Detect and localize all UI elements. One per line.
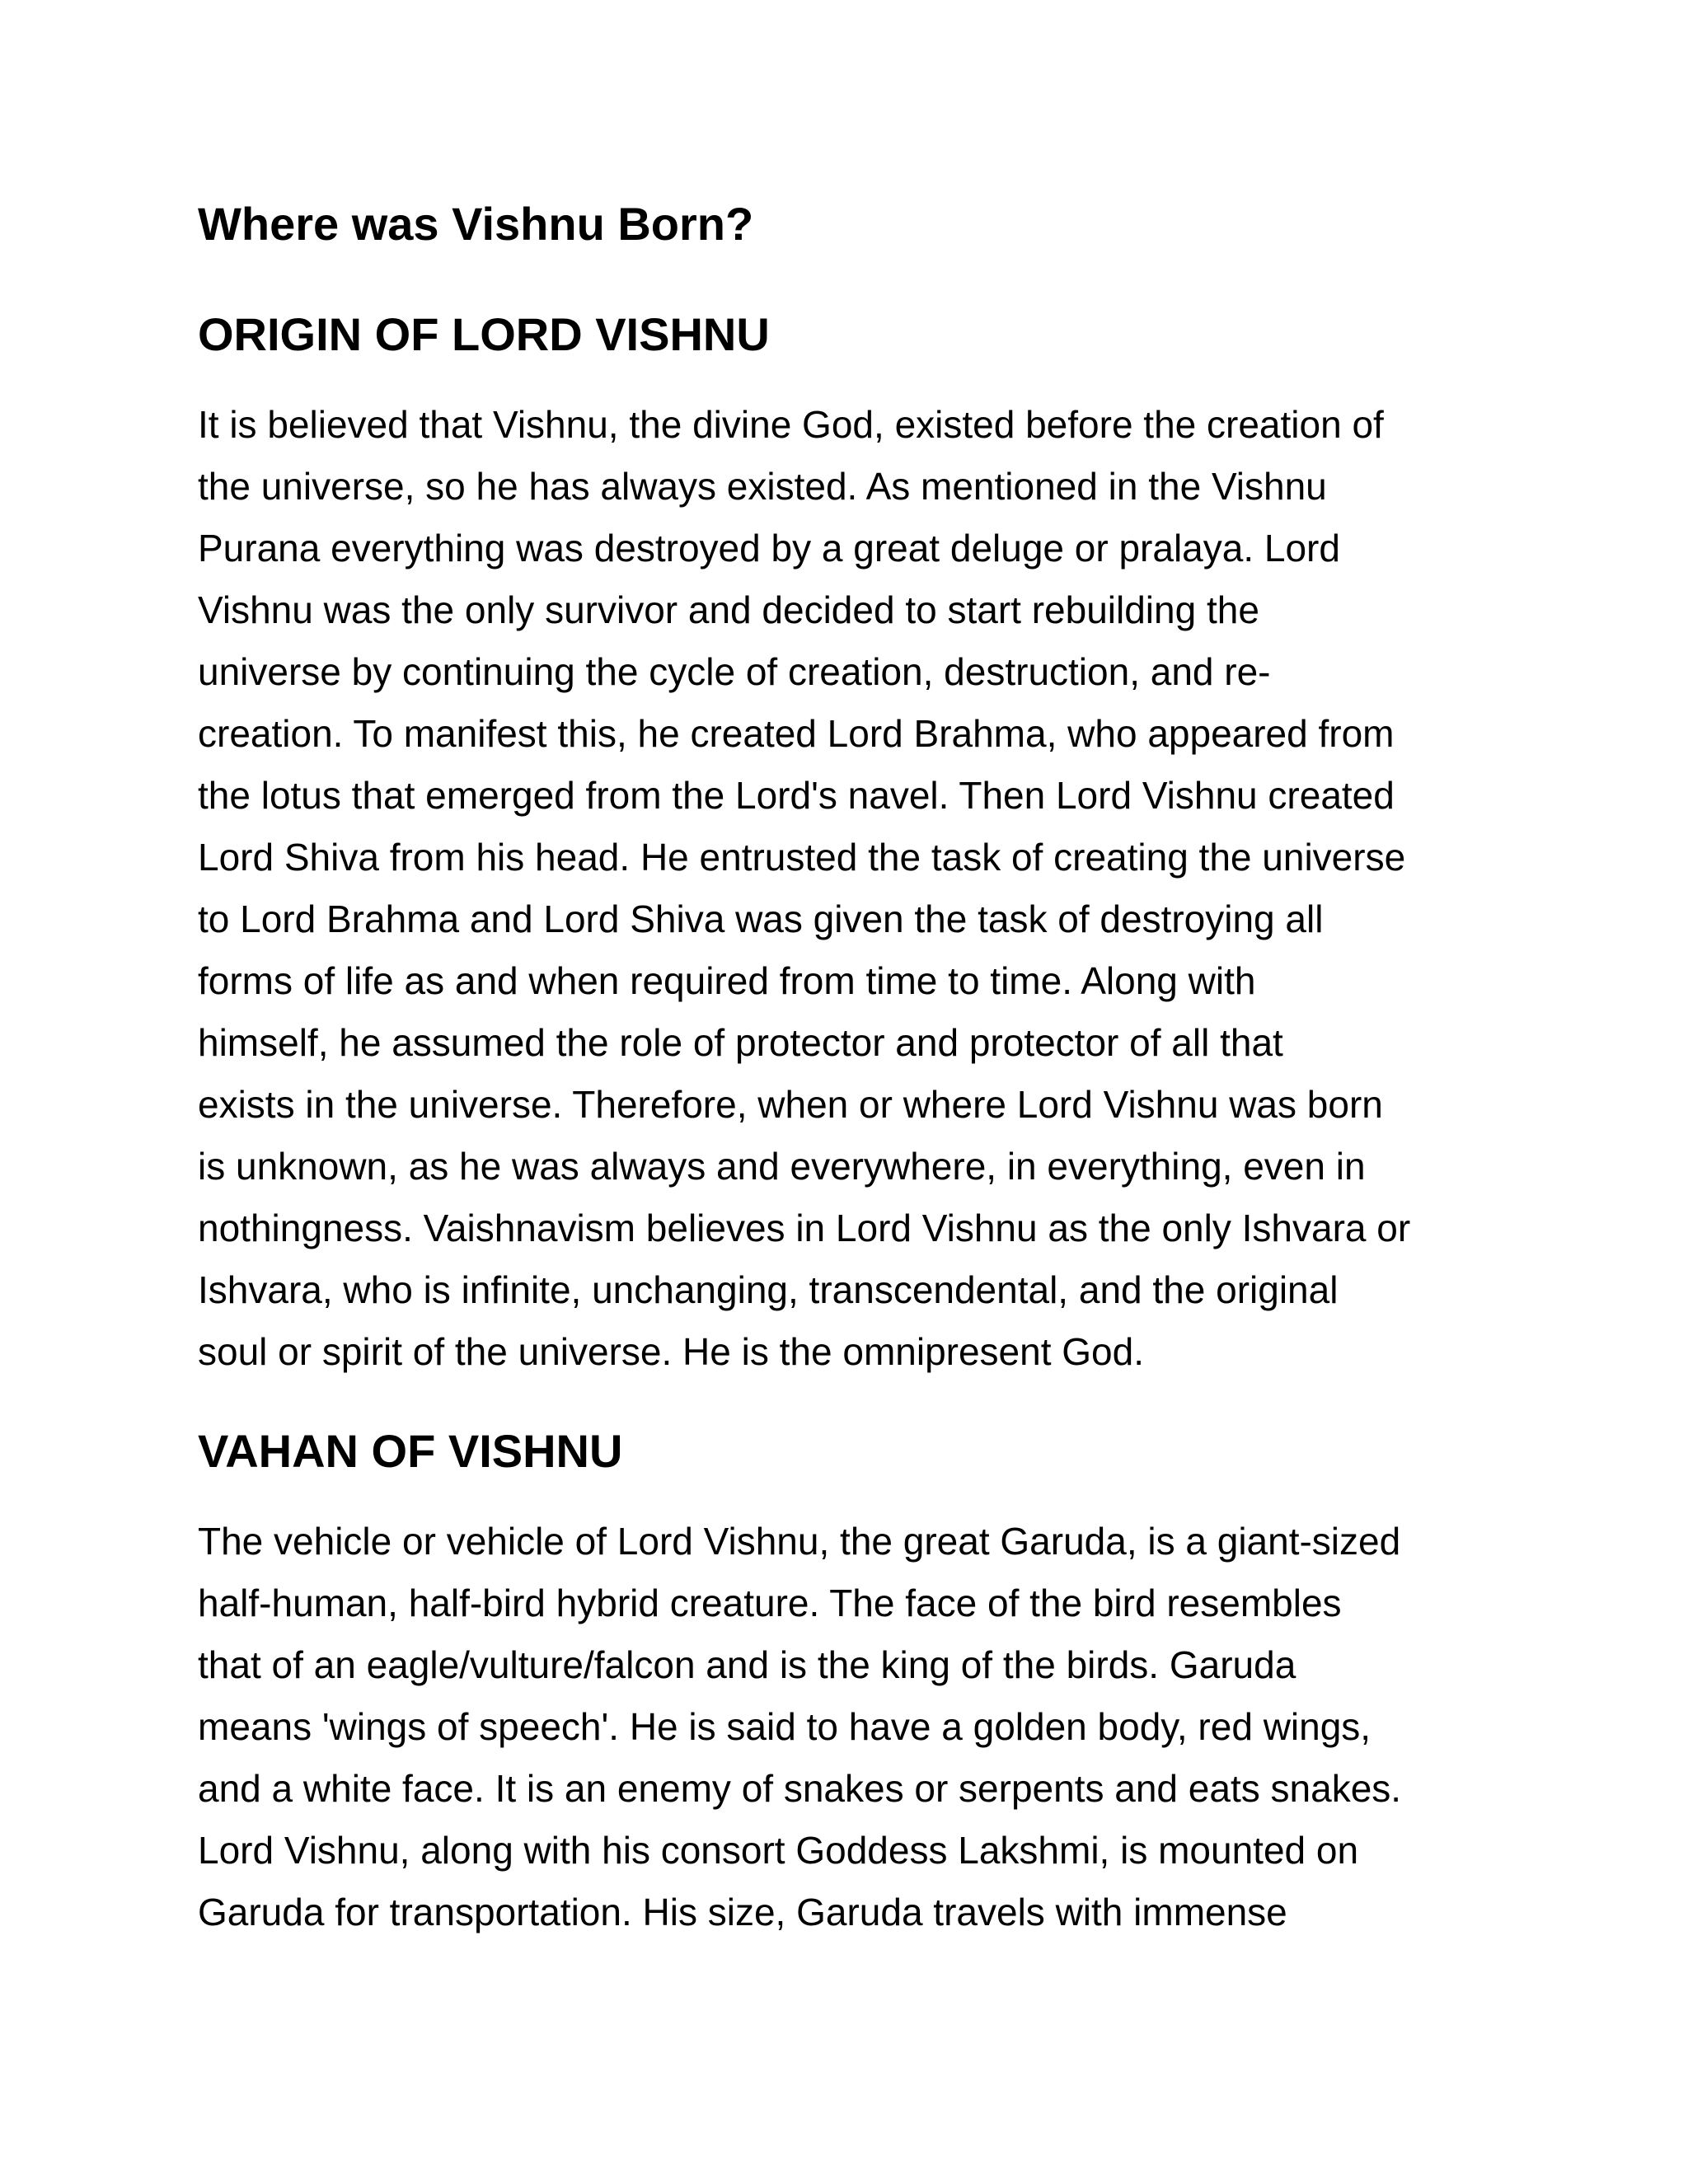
paragraph-line: half-human, half-bird hybrid creature. The face of the bird resembles <box>198 1582 1342 1624</box>
section-heading-vahan: VAHAN OF VISHNU <box>198 1425 623 1477</box>
paragraph-line: forms of life as and when required from time to time. Along with <box>198 959 1256 1002</box>
paragraph-line: It is believed that Vishnu, the divine God, existed before the creation of <box>198 403 1384 446</box>
paragraph-line: Lord Vishnu, along with his consort Goddess Lakshmi, is mounted on <box>198 1829 1359 1872</box>
paragraph-line: the universe, so he has always existed. As mentioned in the Vishnu <box>198 465 1327 508</box>
paragraph-line: the lotus that emerged from the Lord's navel. Then Lord Vishnu created <box>198 774 1395 817</box>
paragraph-line: creation. To manifest this, he created Lord Brahma, who appeared from <box>198 712 1395 755</box>
paragraph-line: The vehicle or vehicle of Lord Vishnu, the great Garuda, is a giant-sized <box>198 1520 1401 1563</box>
paragraph-line: exists in the universe. Therefore, when or where Lord Vishnu was born <box>198 1083 1383 1126</box>
paragraph-line: Garuda for transportation. His size, Garuda travels with immense <box>198 1891 1287 1933</box>
paragraph-line: Purana everything was destroyed by a great deluge or pralaya. Lord <box>198 527 1340 569</box>
paragraph-line: universe by continuing the cycle of creation, destruction, and re- <box>198 650 1271 693</box>
paragraph-line: and a white face. It is an enemy of snakes or serpents and eats snakes. <box>198 1767 1402 1810</box>
paragraph-line: to Lord Brahma and Lord Shiva was given the task of destroying all <box>198 898 1324 940</box>
paragraph-line: soul or spirit of the universe. He is the omnipresent God. <box>198 1330 1145 1373</box>
section-heading-origin: ORIGIN OF LORD VISHNU <box>198 308 770 360</box>
paragraph-line: that of an eagle/vulture/falcon and is the king of the birds. Garuda <box>198 1643 1296 1686</box>
paragraph-line: Lord Shiva from his head. He entrusted the task of creating the universe <box>198 836 1406 879</box>
paragraph-line: means 'wings of speech'. He is said to have a golden body, red wings, <box>198 1705 1372 1748</box>
paragraph-line: is unknown, as he was always and everywhere, in everything, even in <box>198 1145 1366 1188</box>
paragraph-line: nothingness. Vaishnavism believes in Lord Vishnu as the only Ishvara or <box>198 1207 1411 1249</box>
page-title: Where was Vishnu Born? <box>198 198 754 250</box>
paragraph-line: Vishnu was the only survivor and decided to start rebuilding the <box>198 588 1259 631</box>
paragraph-line: Ishvara, who is infinite, unchanging, transcendental, and the original <box>198 1268 1339 1311</box>
paragraph-line: himself, he assumed the role of protector and protector of all that <box>198 1021 1283 1064</box>
